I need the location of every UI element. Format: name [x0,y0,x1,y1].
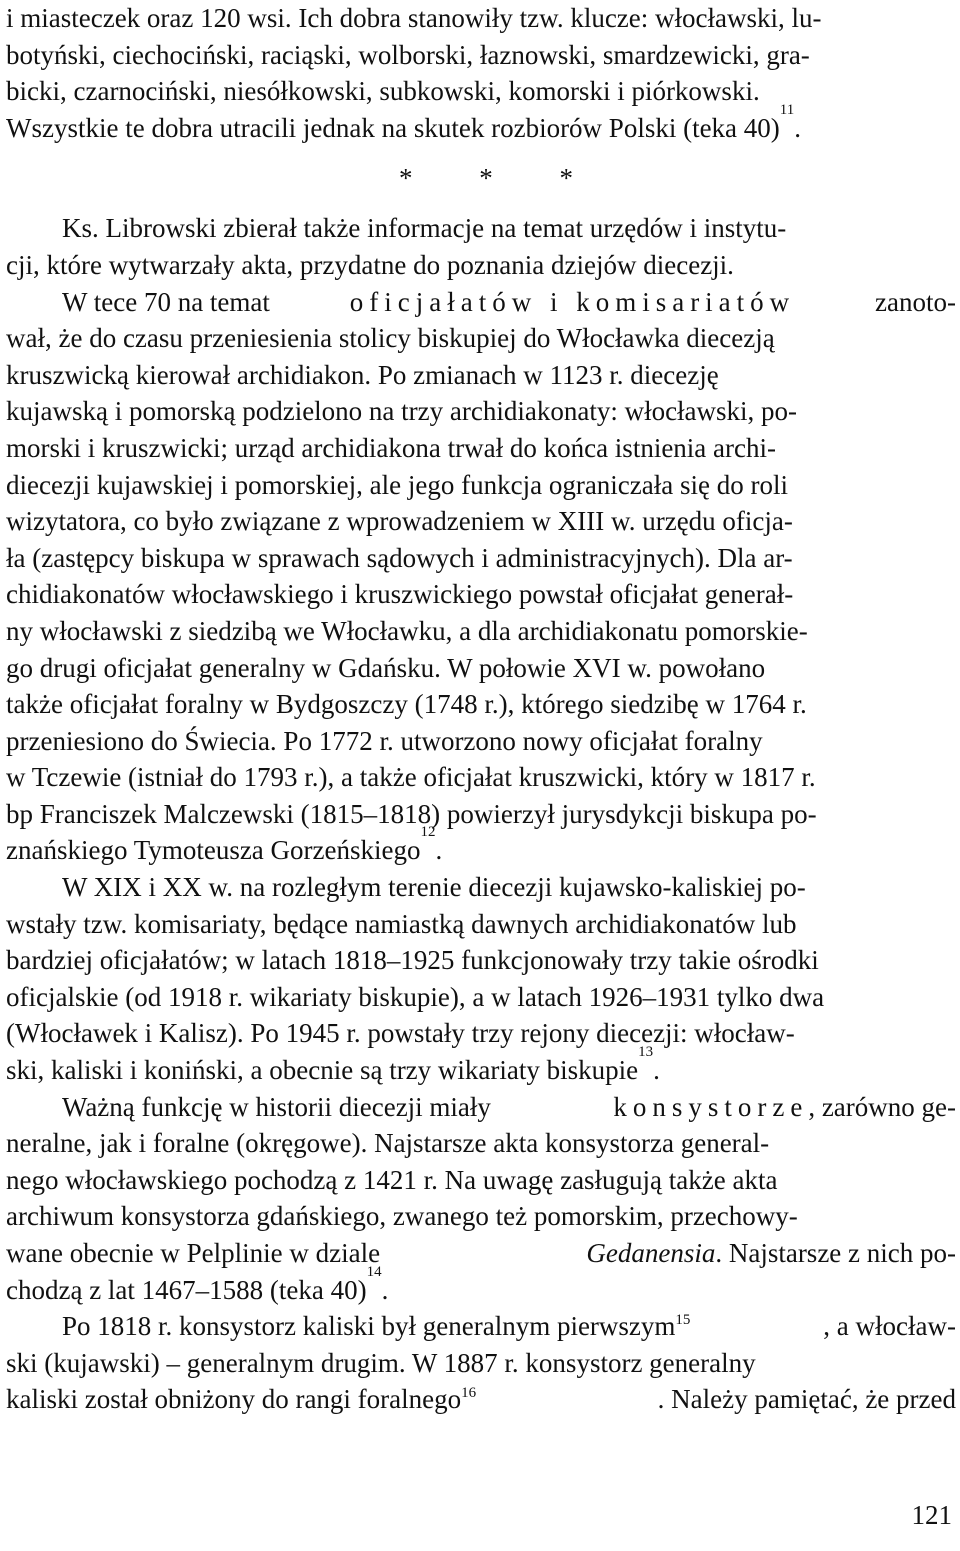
text-line: neralne, jak i foralne (okręgowe). Najstarsze akta konsystorza general- [6,1128,770,1159]
text-line: wał, że do czasu przeniesienia stolicy biskupiej do Włocławka diecezją [6,323,775,354]
text-line: (Włocławek i Kalisz). Po 1945 r. powstały trzy rejony diecezji: włocław- [6,1018,795,1049]
text-line: nego włocławskiego pochodzą z 1421 r. Na uwagę zasługują także akta [6,1164,778,1195]
text-run: . [794,112,801,143]
text-run: , zarówno ge- [808,1091,956,1122]
text-run: . [435,835,443,866]
text-line: botyński, ciechociński, raciąski, wolborski, łaznowski, smardzewicki, gra- [6,39,810,70]
text-run: Po 1818 r. konsystorz kaliski był generalnym pierwszym [62,1311,676,1342]
text-line: archiwum konsystorza gdańskiego, zwanego też pomorskim, przechowy- [6,1201,798,1232]
text-line [6,1089,956,1126]
spaced-emphasis: konsystorze [613,1091,809,1122]
text-line: wizytatora, co było związane z wprowadzeniem w XIII w. urzędu oficja- [6,506,793,537]
text-line: chidiakonatów włocławskiego i kruszwickiego powstał oficjałat generał- [6,579,794,610]
text-run [586,1235,956,1272]
text-run: chodzą z lat 1467–1588 (teka 40) [6,1274,367,1305]
text-line [6,284,956,321]
text-run [6,1381,476,1418]
text-run: Wszystkie te dobra utracili jednak na skutek rozbiorów Polski (teka 40) [6,112,780,143]
text-run: W tece 70 na temat [62,286,270,317]
text-line [6,1235,956,1272]
text-line: bardziej oficjałatów; w latach 1818–1925 funkcjonowały trzy takie ośrodki [6,945,819,976]
text-line: ski (kujawski) – generalnym drugim. W 1887 r. konsystorz generalny [6,1347,756,1378]
text-line: także oficjałat foralny w Bydgoszczy (1748 r.), którego siedzibę w 1764 r. [6,689,807,720]
page-number: 121 [911,1500,952,1530]
text-run: ski, kaliski i koniński, a obecnie są trzy wikariaty biskupie [6,1055,639,1086]
footnote-ref: 13 [638,1044,654,1061]
text-line: ła (zastępcy biskupa w sprawach sądowych i administracyjnych). Dla ar- [6,542,793,573]
italic-term: Gedanensia [586,1238,716,1268]
footnote-ref: 12 [420,824,436,841]
footnote-ref: 15 [675,1312,691,1329]
footnote-ref: 11 [779,101,795,118]
text-line: kujawską i pomorską podzielono na trzy archidiakonaty: włocławski, po- [6,396,798,427]
text-line [6,1044,956,1089]
footnote-ref: 14 [366,1263,382,1280]
text-line [6,1308,956,1345]
text-run: Ważną funkcję w historii diecezji miały [62,1091,491,1122]
text-line: bp Franciszek Malczewski (1815–1818) powierzył jurysdykcji biskupa po- [6,798,817,829]
text-line: oficjalskie (od 1918 r. wikariaty biskupie), a w latach 1926–1931 tylko dwa [6,981,825,1012]
text-line: ny włocławski z siedzibą we Włocławku, a dla archidiakonatu pomorskie- [6,615,808,646]
text-run: wane obecnie w Pelplinie w dziale [6,1238,381,1268]
text-run: , a włocław- [823,1311,956,1342]
text-run: . Najstarsze z nich po- [715,1238,956,1268]
text-line [6,1263,956,1309]
text-run [62,1308,690,1345]
text-run [613,1089,956,1126]
text-line [6,824,956,869]
text-run: . Należy pamiętać, że przed [657,1384,956,1415]
text-line: wstały tzw. komisariaty, będące namiastką dawnych archidiakonatów lub [6,908,797,939]
text-line: bicki, czarnociński, niesółkowski, subkowski, komorski i piórkowski. [6,76,760,107]
text-run: znańskiego Tymoteusza Gorzeńskiego [6,835,421,866]
text-line: i miasteczek oraz 120 wsi. Ich dobra stanowiły tzw. klucze: włocławski, lu- [6,3,822,33]
section-separator: * * * [399,163,603,194]
text-line: W XIX i XX w. na rozległym terenie diecezji kujawsko-kaliskiej po- [62,872,806,903]
text-run: zanoto- [875,286,956,317]
spaced-emphasis: oficjałatów i komisariatów [349,286,796,317]
text-line: w Tczewie (istniał do 1793 r.), a także oficjałat kruszwicki, który w 1817 r. [6,762,816,793]
text-line: cji, które wytwarzały akta, przydatne do poznania dziejów diecezji. [6,249,734,280]
footnote-ref: 16 [461,1385,477,1402]
text-run: . [381,1274,389,1305]
text-line: kruszwicką kierował archidiakon. Po zmianach w 1123 r. diecezję [6,359,719,390]
text-line [6,101,956,147]
text-line: diecezji kujawskiej i pomorskiej, ale jego funkcja ograniczała się do roli [6,469,788,500]
text-line: Ks. Librowski zbierał także informacje na temat urzędów i instytu- [62,213,787,244]
text-run: . [653,1055,660,1086]
text-line: go drugi oficjałat generalny w Gdańsku. W połowie XVI w. powołano [6,652,766,683]
text-line: przeniesiono do Świecia. Po 1772 r. utworzono nowy oficjałat foralny [6,725,763,756]
text-line [6,1381,956,1418]
text-line: morski i kruszwicki; urząd archidiakona trwał do końca istnienia archi- [6,432,776,463]
text-run: kaliski został obniżony do rangi foralnego [6,1384,462,1415]
